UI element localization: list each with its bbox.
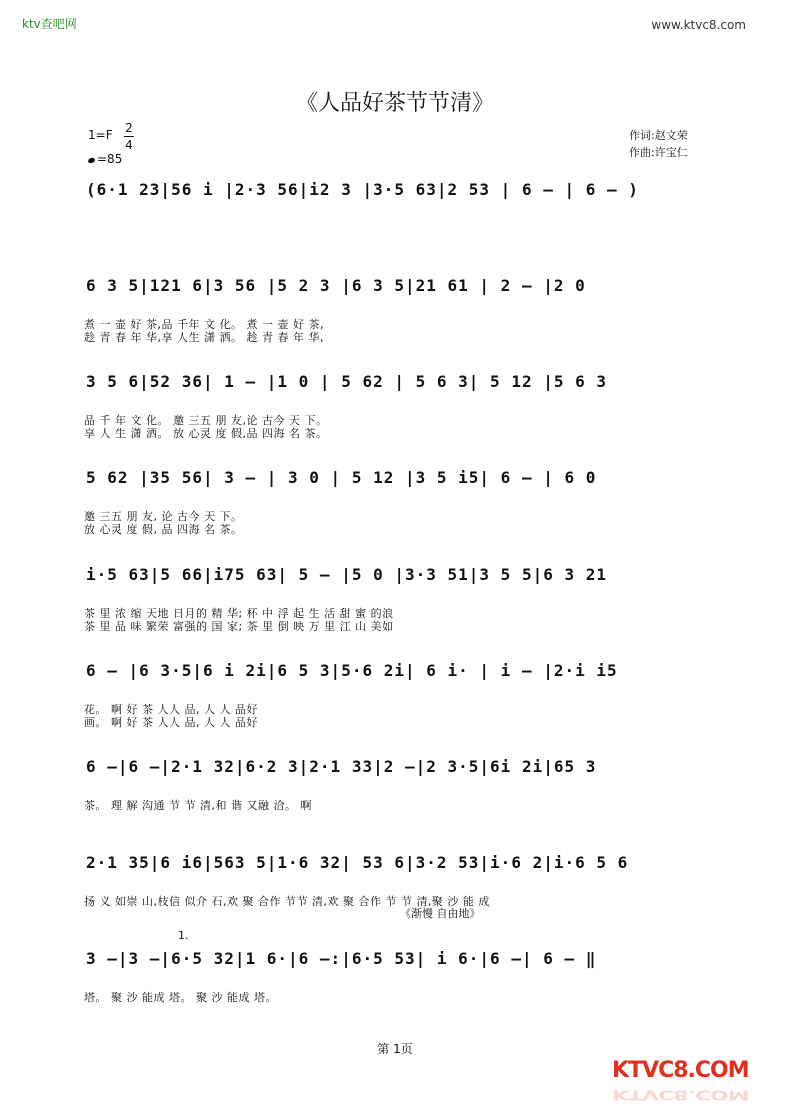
jianpu-notes: 3 5 6|52 36| 1 – |1 0 | 5 62 | 5 6 3| 5 12 |5 6 3 xyxy=(86,372,608,391)
jianpu-notes: 5 62 |35 56| 3 – | 3 0 | 5 12 |3 5 i5| 6 – | 6 0 xyxy=(86,468,597,487)
composer: 作曲:许宝仁 xyxy=(629,146,688,159)
jianpu-notes: i·5 63|5 66|i75 63| 5 – |5 0 |3·3 51|3 5 5|6 3 21 xyxy=(86,565,608,584)
time-signature xyxy=(124,121,134,152)
jianpu-notes: 2·1 35|6 i6|563 5|1·6 32| 53 6|3·2 53|i·6 2|i·6 5 6 xyxy=(86,853,629,872)
credits xyxy=(629,127,688,161)
lyricist: 作词:赵文荣 xyxy=(629,129,688,142)
key-signature: 1=F xyxy=(88,128,113,142)
meter-top: 2 xyxy=(125,121,133,135)
lyric-line: 茶。 理 解 沟通 节 节 清,和 谐 又融 洽。 啊 xyxy=(84,799,312,812)
jianpu-notes: 6 –|6 –|2·1 32|6·2 3|2·1 33|2 –|2 3·5|6i 2i|65 3 xyxy=(86,757,597,776)
jianpu-notes: (6·1 23|56 i |2·3 56|i2 3 |3·5 63|2 53 | 6 – | 6 – ) xyxy=(86,180,639,199)
page-number: 第 1页 xyxy=(377,1042,413,1056)
jianpu-notes: 6 – |6 3·5|6 i 2i|6 5 3|5·6 2i| 6 i· | i – |2·i i5 xyxy=(86,661,618,680)
lyric-line: 邀 三五 朋 友, 论 古今 天 下。 xyxy=(84,510,243,523)
lyric-line: 花。 啊 好 茶 人人 品, 人 人 品好 xyxy=(84,703,258,716)
watermark-reflection: KTVC8.COM xyxy=(612,1087,749,1102)
site-url: www.ktvc8.com xyxy=(651,18,746,32)
lyric-line: 放 心灵 度 假, 品 四海 名 茶。 xyxy=(84,523,243,536)
song-title: 《人品好茶节节清》 xyxy=(295,91,494,116)
site-name: ktv查吧网 xyxy=(22,17,77,31)
jianpu-notes: 6 3 5|121 6|3 56 |5 2 3 |6 3 5|21 61 | 2 – |2 0 xyxy=(86,276,586,295)
tempo-value: =85 xyxy=(97,152,123,166)
lyric-line: 趁 青 春 年 华,享 人生 潇 洒。 趁 青 春 年 华, xyxy=(84,331,324,344)
lyric-line: 茶 里 品 味 繁荣 富强的 国 家; 茶 里 倒 映 万 里 江 山 美如 xyxy=(84,620,394,633)
lyric-line: 茶 里 浓 缩 天地 日月的 精 华; 杯 中 浮 起 生 活 甜 蜜 的浪 xyxy=(84,607,394,620)
lyric-line: 扬 义 如崇 山,枝信 似介 石,欢 聚 合作 节节 清,欢 聚 合作 节 节 清,聚 沙 能 成 xyxy=(84,895,490,908)
lyric-line: 品 千 年 文 化。 邀 三五 朋 友,论 古今 天 下。 xyxy=(84,414,328,427)
volta-bracket: 1. xyxy=(178,929,189,942)
lyric-line: 画。 啊 好 茶 人人 品, 人 人 品好 xyxy=(84,716,258,729)
watermark-logo: KTVC8.COM xyxy=(612,1058,749,1083)
interlude-marking: 《渐慢 自由地》 xyxy=(400,907,481,920)
quarter-note-icon xyxy=(87,157,95,164)
lyric-line: 煮 一 壶 好 茶,品 千年 文 化。 煮 一 壶 好 茶, xyxy=(84,318,324,331)
lyric-line: 塔。 聚 沙 能成 塔。 聚 沙 能成 塔。 xyxy=(84,991,277,1004)
lyric-line: 享 人 生 潇 洒。 放 心灵 度 假,品 四海 名 茶。 xyxy=(84,427,328,440)
tempo-mark xyxy=(88,152,122,166)
meter-bottom: 4 xyxy=(125,138,133,152)
jianpu-notes: 3 –|3 –|6·5 32|1 6·|6 –:|6·5 53| i 6·|6 –| 6 – ‖ xyxy=(86,949,597,968)
